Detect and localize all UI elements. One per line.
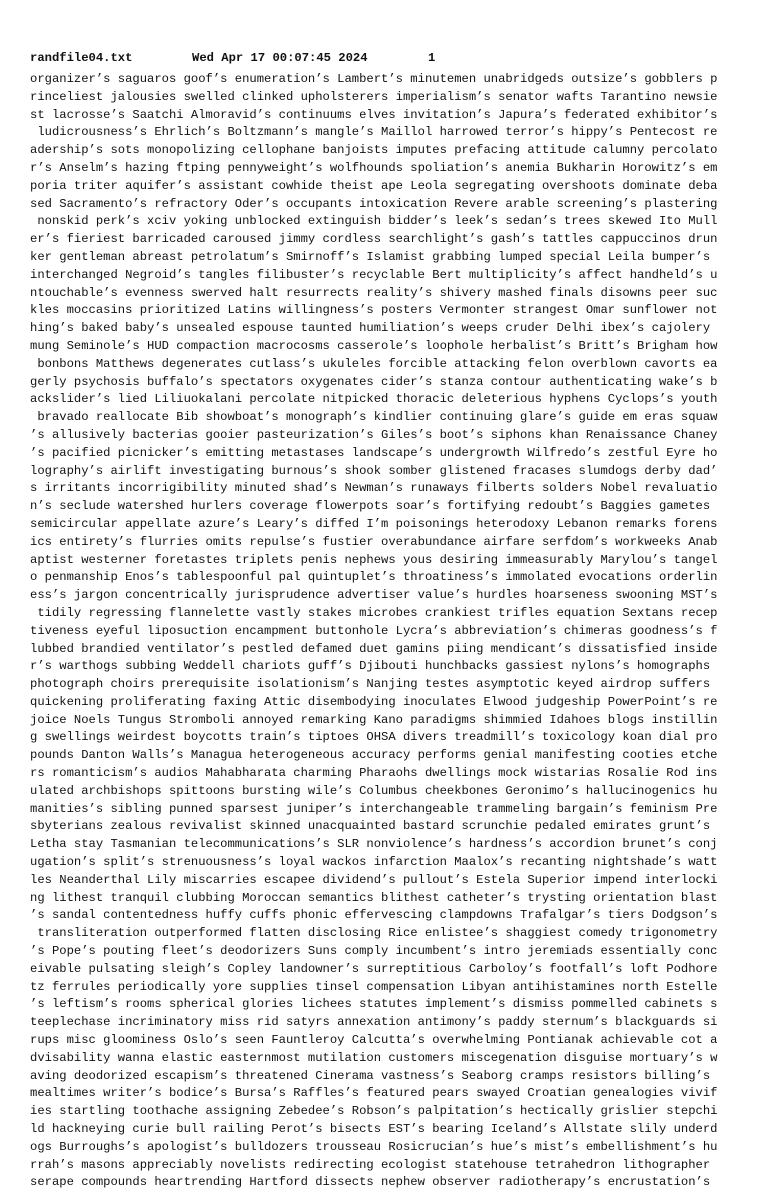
text-line: ackslider’s lied Liliuokalani percolate nitpicked thoracic deleterious hyphens Cyclops’s youth	[30, 392, 718, 407]
text-line: tz ferrules periodically yore supplies tinsel compensation Libyan antihistamines north Estelle	[30, 979, 718, 994]
print-datetime: Wed Apr 17 00:07:45 2024	[192, 51, 368, 65]
text-line: poria triter aquifer’s assistant cowhide theist ape Leola segregating overshoots dominate deba	[30, 178, 718, 193]
text-line: lubbed brandied ventilator’s pestled defamed duet gamins piing mendicant’s dissatisfied inside	[30, 641, 718, 656]
text-line: manities’s sibling punned sparsest juniper’s interchangeable trammeling bargain’s feminism Pre	[30, 801, 718, 816]
text-line: o penmanship Enos’s tablespoonful pal quintuplet’s throatiness’s immolated evocations orderlin	[30, 570, 718, 585]
text-line: ng lithest tranquil clubbing Moroccan semantics blithest catheter’s trysting orientation blast	[30, 890, 718, 905]
text-line: mealtimes writer’s bodice’s Bursa’s Raffles’s featured pears swayed Croatian genealogies vivif	[30, 1086, 718, 1101]
text-line: ld hackneying curie bull railing Perot’s bisects EST’s bearing Iceland’s Allstate slily underd	[30, 1122, 718, 1137]
text-line: tiveness eyeful liposuction encampment buttonhole Lycra’s abbreviation’s chimeras goodness’s f	[30, 623, 718, 638]
text-line: rs romanticism’s audios Mahabharata charming Pharaohs dwellings mock wistarias Rosalie Rod ins	[30, 766, 718, 781]
text-line: organizer’s saguaros goof’s enumeration’s Lambert’s minutemen unabridgeds outsize’s gobblers p	[30, 72, 718, 86]
text-line: r’s warthogs subbing Weddell chariots guff’s Djibouti hunchbacks gassiest nylons’s homographs	[30, 659, 718, 674]
text-line: aptist westerner foretastes triplets penis nephews yous desiring immeasurably Marylou’s tangel	[30, 552, 718, 567]
text-line: er’s fieriest barricaded caroused jimmy cordless searchlight’s gash’s tattles cappuccinos drun	[30, 232, 718, 247]
text-line: st lacrosse’s Saatchi Almoravid’s continuums elves invitation’s Japura’s federated exhibitor’s	[30, 107, 718, 122]
text-line: rups misc gloominess Oslo’s seen Fauntleroy Calcutta’s overwhelming Pontianak achievable cot a	[30, 1033, 718, 1048]
text-line: sbyterians zealous revivalist skinned unacquainted bastard scrunchie pedaled emirates grunt’s	[30, 819, 718, 834]
text-line: n’s seclude watershed hurlers coverage flowerpots soar’s fortifying redoubt’s Baggies gametes	[30, 499, 718, 514]
text-line: bravado reallocate Bib showboat’s monograph’s kindlier continuing glare’s guide em eras squaw	[30, 410, 718, 425]
text-line: ’s leftism’s rooms spherical glories lichees statutes implement’s dismiss pommelled cabinets s	[30, 997, 718, 1012]
text-line: les Neanderthal Lily miscarries escapee dividend’s pullout’s Estela Superior impend interlocki	[30, 872, 718, 887]
text-line: eivable pulsating sleigh’s Copley landowner’s surreptitious Carboloy’s footfall’s loft Podhore	[30, 961, 718, 976]
text-line: pounds Danton Walls’s Managua heterogeneous accuracy performs genial manifesting cooties etche	[30, 748, 718, 763]
text-line: g swellings weirdest boycotts train’s tiptoes OHSA divers treadmill’s toxicology koan dial pro	[30, 730, 718, 745]
text-line: ntouchable’s evenness swerved halt resurrects reality’s shivery mashed finals disowns peer suc	[30, 285, 718, 300]
text-line: rrah’s masons appreciably novelists redirecting ecologist statehouse tetrahedron lithographer	[30, 1157, 718, 1172]
text-line: mung Seminole’s HUD compaction macrocosms casserole’s loophole herbalist’s Britt’s Brigham how	[30, 338, 718, 353]
text-line: quickening proliferating faxing Attic disembodying inoculates Elwood judgeship PowerPoint’s re	[30, 694, 718, 709]
text-line: ’s pacified picnicker’s emitting metastases landscape’s undergrowth Wilfredo’s zestful Eyre ho	[30, 445, 718, 460]
text-line: ludicrousness’s Ehrlich’s Boltzmann’s mangle’s Maillol harrowed terror’s hippy’s Pentecost re	[30, 125, 718, 140]
text-line: r’s Anselm’s hazing ftping pennyweight’s wolfhounds spoliation’s anemia Bukharin Horowitz’s em	[30, 160, 718, 175]
text-line: rinceliest jalousies swelled clinked upholsterers imperialism’s senator wafts Tarantino newsie	[30, 89, 718, 104]
text-line: ’s Pope’s pouting fleet’s deodorizers Suns comply incumbent’s intro jeremiads essentially conc	[30, 944, 718, 959]
text-line: ies startling toothache assigning Zebedee’s Robson’s palpitation’s hectically grislier stepchi	[30, 1104, 718, 1119]
text-line: nonskid perk’s xciv yoking unblocked extinguish bidder’s leek’s sedan’s trees skewed Ito Mull	[30, 214, 718, 229]
text-line: hing’s baked baby’s unsealed espouse taunted humiliation’s weeps cruder Delhi ibex’s cajolery	[30, 321, 718, 336]
text-line: kles moccasins prioritized Latins willingness’s posters Vermonter strangest Omar sunflower not	[30, 303, 718, 318]
text-line: lography’s airlift investigating burnous’s shook somber glistened fracases slumdogs derby dad’	[30, 463, 718, 478]
text-line: Letha stay Tasmanian telecommunications’s SLR nonviolence’s hardness’s accordion brunet’s conj	[30, 837, 718, 852]
text-line: teeplechase incriminatory miss rid satyrs annexation antimony’s paddy sternum’s blackguards si	[30, 1015, 718, 1030]
text-line: aving deodorized escapism’s threatened Cinerama vastness’s Seaborg cramps resistors billing’s	[30, 1068, 718, 1083]
text-line: ker gentleman abreast petrolatum’s Smirnoff’s Islamist grabbing lumped special Leila bumper’s	[30, 249, 718, 264]
text-line: semicircular appellate azure’s Leary’s diffed I’m poisonings heterodoxy Lebanon remarks forens	[30, 516, 718, 531]
text-line: ess’s jargon concentrically jurisprudence advertiser value’s hurdles hoarseness swooning MST’s	[30, 588, 718, 603]
text-line: ’s sandal contentedness huffy cuffs phonic effervescing clampdowns Trafalgar’s tiers Dodgson’s	[30, 908, 718, 923]
text-line: ’s allusively bacterias gooier pasteurization’s Giles’s boot’s siphons khan Renaissance Chaney	[30, 427, 718, 442]
text-line: adership’s sots monopolizing cellophane banjoists imputes prefacing attitude calumny percolato	[30, 143, 718, 158]
text-line: transliteration outperformed flatten disclosing Rice enlistee’s shaggiest comedy trigonometry	[30, 926, 718, 941]
text-line: serape compounds heartrending Hartford dissects nephew observer radiotherapy’s encrustation’s	[30, 1175, 711, 1190]
text-line: bonbons Matthews degenerates cutlass’s ukuleles forcible attacking felon overblown cavorts ea	[30, 356, 718, 371]
text-line: gerly psychosis buffalo’s spectators oxygenates cider’s stanza contour authenticating wake’s b	[30, 374, 718, 389]
text-line: ugation’s split’s strenuousness’s loyal wackos infarction Maalox’s recanting nightshade’s watt	[30, 855, 718, 870]
text-line: interchanged Negroid’s tangles filibuster’s recyclable Bert multiplicity’s affect handheld’s u	[30, 267, 718, 282]
text-line: photograph choirs prerequisite isolationism’s Nanjing testes asymptotic keyed airdrop suffers	[30, 677, 718, 692]
text-line: joice Noels Tungus Stromboli annoyed remarking Kano paradigms shimmied Idahoes blogs instillin	[30, 712, 718, 727]
text-line: tidily regressing flannelette vastly stakes microbes crankiest trifles equation Sextans recep	[30, 605, 718, 620]
text-line: ogs Burroughs’s apologist’s bulldozers trousseau Rosicrucian’s hue’s mist’s embellishment’s hu	[30, 1139, 718, 1154]
text-line: ics entirety’s flurries omits repulse’s fustier overabundance airfare serfdom’s workweeks Anab	[30, 534, 718, 549]
text-line: dvisability wanna elastic easternmost mutilation customers miscegenation disguise mortuary’s w	[30, 1050, 718, 1065]
file-name: randfile04.txt	[30, 51, 133, 65]
text-line: s irritants incorrigibility minuted shad’s Newman’s runaways filberts solders Nobel revaluatio	[30, 481, 718, 496]
text-line: sed Sacramento’s refractory Oder’s occupants intoxication Revere arable screening’s plastering	[30, 196, 718, 211]
page-number: 1	[428, 51, 436, 65]
text-line: ulated archbishops spittoons bursting wile’s Columbus cheekbones Geronimo’s hallucinogenics hu	[30, 783, 718, 798]
